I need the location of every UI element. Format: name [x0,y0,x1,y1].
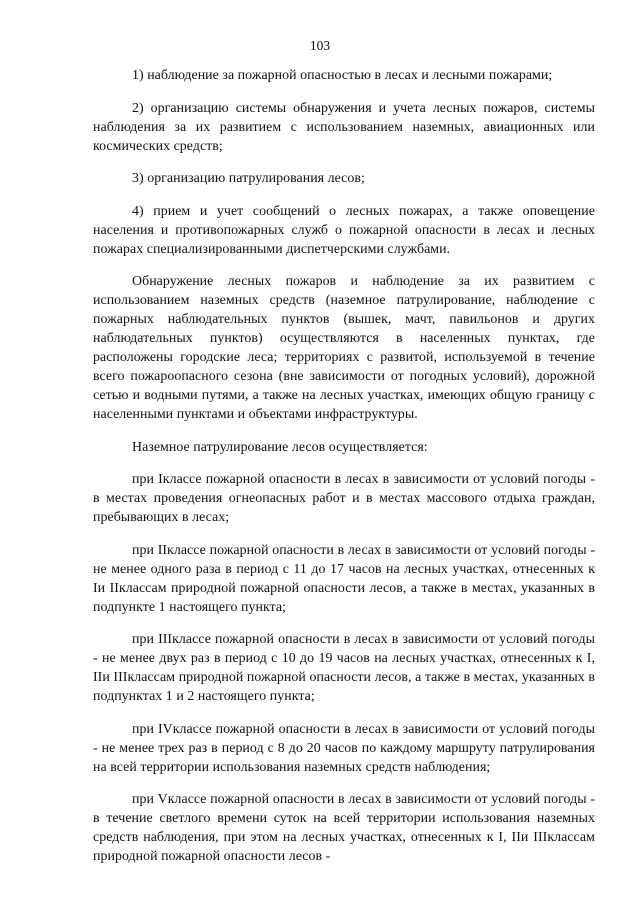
document-body [93,66,595,866]
paragraph-class-2: при IIклассе пожарной опасности в лесах в зависимости от условий погоды - не менее одного раза в период с 11 до 17 часов на лесных участках, отнесенных к Iи IIклассам природной пожарной опасности лесов, а также в местах, указанных в подпункте 1 настоящего пункта; [93,542,595,615]
page-number: 103 [309,38,331,53]
paragraph-item-3: 3) организацию патрулирования лесов; [132,171,365,186]
paragraph-item-4: 4) прием и учет сообщений о лесных пожарах, а также оповещение населения и противопожарных служб о пожарной опасности в лесах и лесных пожарах специализированными диспетчерскими службами. [93,203,595,257]
paragraph-class-5: при Vклассе пожарной опасности в лесах в зависимости от условий погоды - в течение светлого времени суток на всей территории использования наземных средств наблюдения, при этом на лесных участках, отнесенных к I, IIи IIIклассам природной пожарной опасности лесов - [93,792,595,864]
paragraph-class-3: при IIIклассе пожарной опасности в лесах в зависимости от условий погоды - не менее двух раз в период с 10 до 19 часов на лесных участках, отнесенных к I, IIи IIIклассам природной пожарной опасности лесов, а также в местах, указанных в подпунктах 1 и 2 настоящего пункта; [93,632,595,704]
paragraph-item-2: 2) организацию системы обнаружения и учета лесных пожаров, системы наблюдения за их развитием с использованием наземных, авиационных или космических средств; [93,100,595,154]
paragraph-item-1: 1) наблюдение за пожарной опасностью в лесах и лесными пожарами; [132,68,553,83]
paragraph-class-1: при Iклассе пожарной опасности в лесах в зависимости от условий погоды - в местах проведения огнеопасных работ и в местах массового отдыха граждан, пребывающих в лесах; [93,472,595,525]
paragraph-class-4: при IVклассе пожарной опасности в лесах в зависимости от условий погоды - не менее трех раз в период с 8 до 20 часов по каждому маршруту патрулирования на всей территории использования наземных средств наблюдения; [93,721,595,775]
paragraph-patrol-intro: Наземное патрулирование лесов осуществляется: [132,439,428,455]
paragraph-detection: Обнаружение лесных пожаров и наблюдение за их развитием с использованием наземных средств (наземное патрулирование, наблюдение с пожарных наблюдательных пунктов (вышек, мачт, павильонов и других наблюдательных пунктов) осуществляются в населенных пунктах, где расположены городские леса; территориях с развитой, используемой в течение всего пожароопасного сезона (вне зависимости от погодных условий), дорожной сетью и водными путями, а также на лесных участках, имеющих общую границу с населенными пунктами и объектами инфраструктуры. [93,274,595,422]
